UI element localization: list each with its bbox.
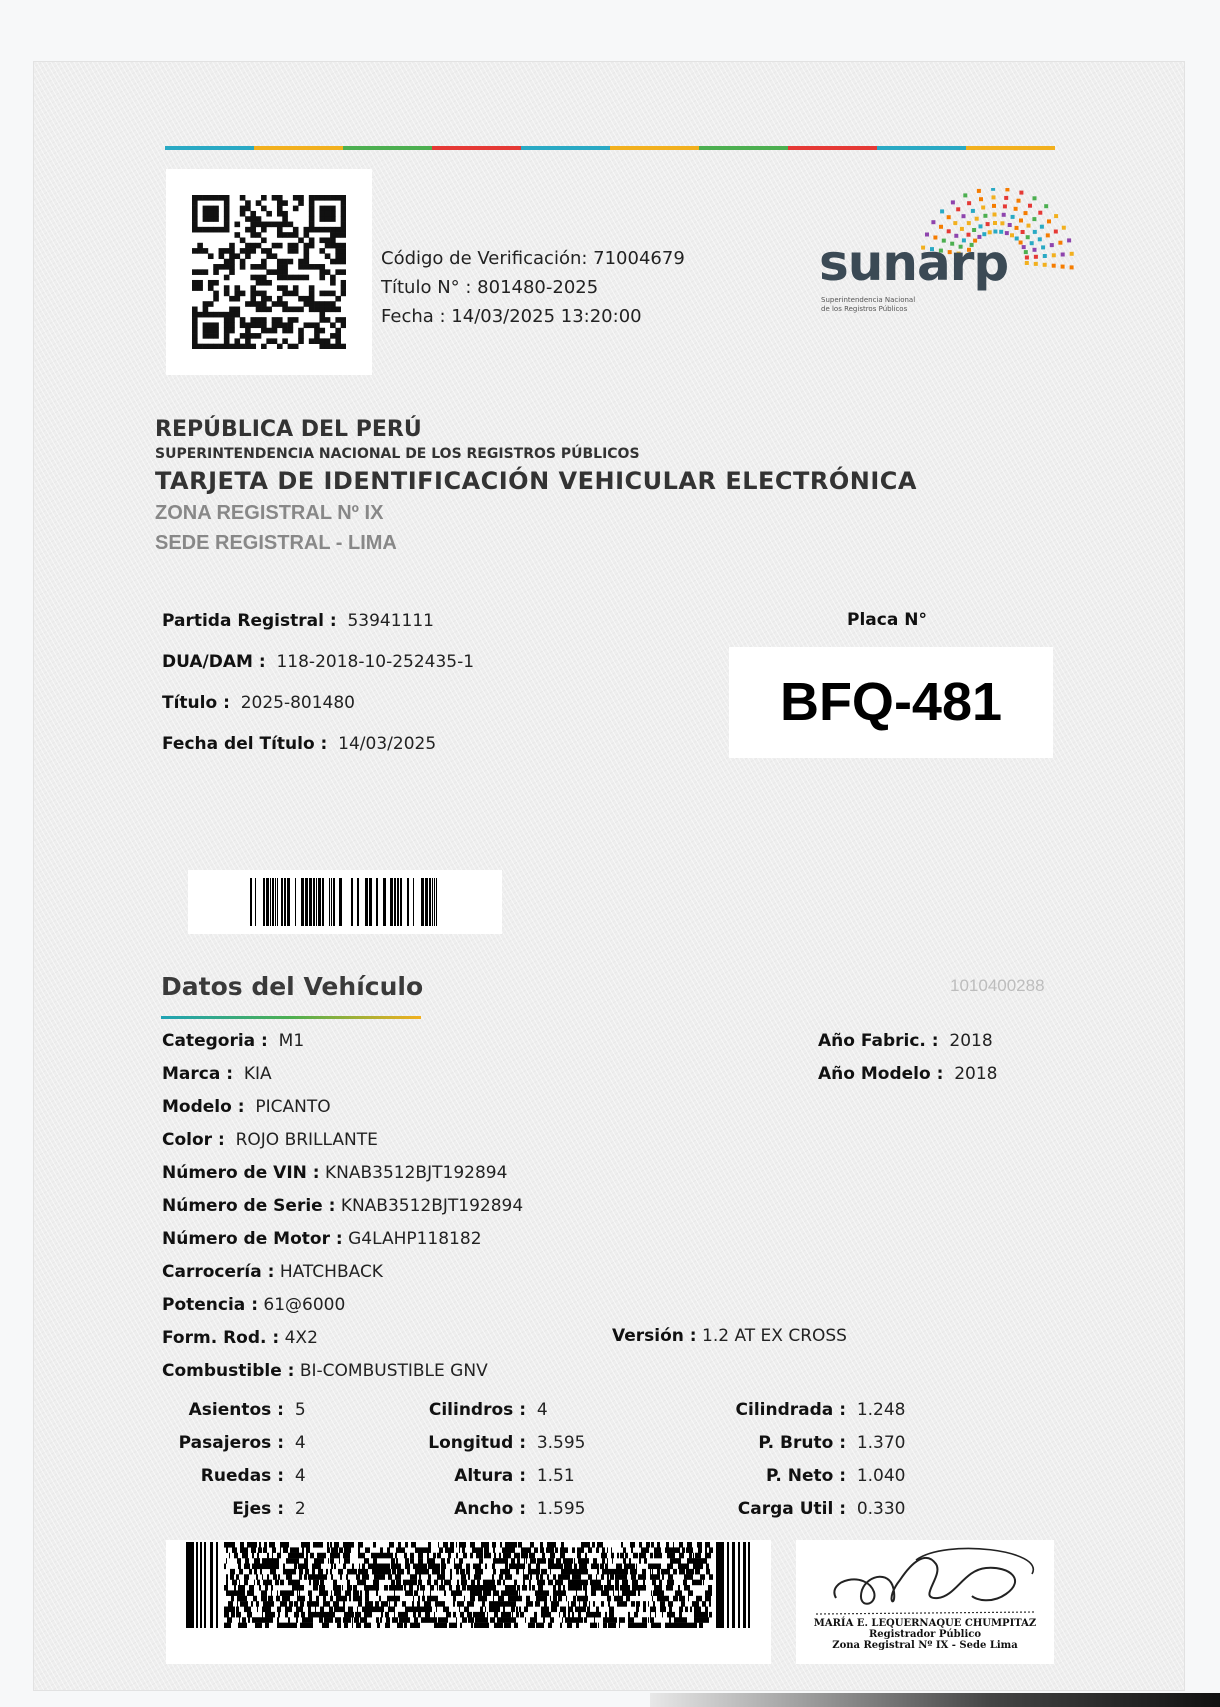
cilindros-label: Cilindros : (428, 1400, 526, 1420)
verification-date: Fecha : 14/03/2025 13:20:00 (381, 306, 642, 327)
office-heading: SEDE REGISTRAL - LIMA (155, 532, 397, 554)
dua-row (162, 649, 474, 690)
verification-title: Título N° : 801480-2025 (381, 277, 599, 298)
formrod-row (162, 1324, 523, 1357)
color-bar-segment (877, 146, 966, 150)
partida-label: Partida Registral : (162, 611, 337, 631)
formrod-label: Form. Rod. : (162, 1328, 280, 1348)
version-field (612, 1322, 847, 1350)
superintendence-heading: SUPERINTENDENCIA NACIONAL DE LOS REGISTROS PÚBLICOS (155, 446, 640, 462)
zone-heading: ZONA REGISTRAL Nº IX (155, 502, 384, 524)
bottom-shadow-strip (650, 1693, 1220, 1707)
cilindros-row (380, 1396, 585, 1429)
fecha-row (162, 731, 474, 772)
anio-fabric-value: 2018 (949, 1031, 993, 1051)
asientos-row (150, 1396, 306, 1429)
signature-name: MARÍA E. LEQUERNAQUE CHUMPITAZ (813, 1618, 1037, 1629)
combustible-value: BI-COMBUSTIBLE GNV (299, 1361, 488, 1381)
barcode-icon (250, 878, 440, 926)
motor-label: Número de Motor : (162, 1229, 343, 1249)
marca-label: Marca : (162, 1064, 234, 1084)
titulo-label: Título : (162, 693, 230, 713)
titulo-row (162, 690, 474, 731)
specs-column-1 (150, 1396, 306, 1528)
pbruto-label: P. Bruto : (758, 1433, 846, 1453)
plate-box (729, 647, 1053, 758)
pdf417-barcode-icon (186, 1542, 751, 1628)
motor-value: G4LAHP118182 (348, 1229, 482, 1249)
color-bar-segment (254, 146, 343, 150)
combustible-label: Combustible : (162, 1361, 295, 1381)
anio-modelo-label: Año Modelo : (818, 1064, 944, 1084)
pdf417-barcode (166, 1540, 771, 1664)
motor-row (162, 1225, 523, 1258)
color-bar-segment (610, 146, 699, 150)
modelo-row (162, 1093, 523, 1126)
ruedas-label: Ruedas : (200, 1466, 284, 1486)
vehicle-section-underline (161, 1016, 421, 1019)
longitud-row (380, 1429, 585, 1462)
serie-label: Número de Serie : (162, 1196, 336, 1216)
potencia-value: 61@6000 (263, 1295, 346, 1315)
ancho-label: Ancho : (454, 1499, 526, 1519)
formrod-value: 4X2 (284, 1328, 318, 1348)
color-bar-segment (432, 146, 521, 150)
signature-role: Registrador Público (868, 1629, 981, 1640)
longitud-label: Longitud : (428, 1433, 526, 1453)
modelo-value: PICANTO (255, 1097, 331, 1117)
combustible-row (162, 1357, 523, 1390)
carroceria-label: Carrocería : (162, 1262, 275, 1282)
categoria-row (162, 1027, 523, 1060)
color-bar-segment (521, 146, 610, 150)
document-header (155, 416, 917, 558)
potencia-label: Potencia : (162, 1295, 258, 1315)
asientos-label: Asientos : (188, 1400, 284, 1420)
carroceria-value: HATCHBACK (279, 1262, 383, 1282)
logo-wordmark: sunarp (819, 234, 1009, 292)
color-bar-segment (966, 146, 1055, 150)
fecha-value: 14/03/2025 (338, 734, 437, 754)
pneto-row (690, 1462, 905, 1495)
fecha-label: Fecha del Título : (162, 734, 328, 754)
signature-office: Zona Registral Nº IX - Sede Lima (832, 1640, 1018, 1651)
color-value: ROJO BRILLANTE (235, 1130, 378, 1150)
logo-subtitle-line2: de los Registros Públicos (821, 305, 908, 313)
color-bar-segment (343, 146, 432, 150)
asientos-value: 5 (294, 1400, 306, 1420)
verification-code: Código de Verificación: 71004679 (381, 248, 685, 269)
reference-number: 1010400288 (950, 976, 1045, 995)
pbruto-row (690, 1429, 905, 1462)
registrar-signature (796, 1540, 1054, 1664)
specs-column-2 (380, 1396, 585, 1528)
specs-column-3 (690, 1396, 905, 1528)
logo-subtitle (821, 296, 915, 314)
partida-row (162, 608, 474, 649)
marca-value: KIA (243, 1064, 272, 1084)
vehicle-data (162, 1027, 523, 1390)
anio-modelo-value: 2018 (954, 1064, 998, 1084)
plate-label: Placa N° (847, 610, 927, 630)
ancho-value: 1.595 (536, 1499, 586, 1519)
pbruto-value: 1.370 (856, 1433, 906, 1453)
vehicle-section-title: Datos del Vehículo (161, 972, 424, 1001)
carga-row (690, 1495, 905, 1528)
altura-value: 1.51 (536, 1466, 575, 1486)
color-bar-segment (699, 146, 788, 150)
cilindros-value: 4 (536, 1400, 548, 1420)
color-bar-segment (788, 146, 877, 150)
altura-row (380, 1462, 585, 1495)
verification-info (381, 244, 685, 331)
linear-barcode (188, 870, 502, 934)
pasajeros-value: 4 (294, 1433, 306, 1453)
pasajeros-row (150, 1429, 306, 1462)
ruedas-value: 4 (294, 1466, 306, 1486)
vin-row (162, 1159, 523, 1192)
ruedas-row (150, 1462, 306, 1495)
anio-modelo-row (818, 1060, 997, 1093)
pasajeros-label: Pasajeros : (178, 1433, 284, 1453)
serie-value: KNAB3512BJT192894 (340, 1196, 524, 1216)
categoria-label: Categoria : (162, 1031, 268, 1051)
partida-value: 53941111 (347, 611, 434, 631)
logo-subtitle-line1: Superintendencia Nacional (821, 296, 916, 304)
anio-fabric-row (818, 1027, 997, 1060)
dua-value: 118-2018-10-252435-1 (276, 652, 475, 672)
anio-fabric-label: Año Fabric. : (818, 1031, 939, 1051)
dua-label: DUA/DAM : (162, 652, 266, 672)
titulo-value: 2025-801480 (240, 693, 355, 713)
cilindrada-row (690, 1396, 905, 1429)
carga-label: Carga Util : (737, 1499, 846, 1519)
plate-number: BFQ-481 (779, 672, 1003, 732)
ejes-row (150, 1495, 306, 1528)
ancho-row (380, 1495, 585, 1528)
carga-value: 0.330 (856, 1499, 906, 1519)
altura-label: Altura : (454, 1466, 526, 1486)
color-row (162, 1126, 523, 1159)
version-value: 1.2 AT EX CROSS (702, 1326, 847, 1346)
signature-text (796, 1618, 1054, 1651)
version-label: Versión : (612, 1326, 697, 1346)
pneto-label: P. Neto : (766, 1466, 846, 1486)
cilindrada-value: 1.248 (856, 1400, 906, 1420)
verification-qr-code (166, 169, 372, 375)
qr-code-icon (192, 195, 346, 349)
longitud-value: 3.595 (536, 1433, 586, 1453)
sunarp-logo (815, 188, 1075, 338)
card-title: TARJETA DE IDENTIFICACIÓN VEHICULAR ELECTRÓNICA (155, 467, 917, 495)
ejes-value: 2 (294, 1499, 306, 1519)
marca-row (162, 1060, 523, 1093)
carroceria-row (162, 1258, 523, 1291)
republic-heading: REPÚBLICA DEL PERÚ (155, 417, 422, 442)
modelo-label: Modelo : (162, 1097, 245, 1117)
vin-value: KNAB3512BJT192894 (325, 1163, 508, 1183)
serie-row (162, 1192, 523, 1225)
ejes-label: Ejes : (232, 1499, 284, 1519)
categoria-value: M1 (278, 1031, 305, 1051)
vin-label: Número de VIN : (162, 1163, 320, 1183)
pneto-value: 1.040 (856, 1466, 906, 1486)
year-data (818, 1027, 997, 1093)
registry-info (162, 608, 474, 772)
color-bar-segment (165, 146, 254, 150)
cilindrada-label: Cilindrada : (735, 1400, 846, 1420)
color-label: Color : (162, 1130, 225, 1150)
potencia-row (162, 1291, 523, 1324)
header-color-bar (165, 146, 1055, 150)
